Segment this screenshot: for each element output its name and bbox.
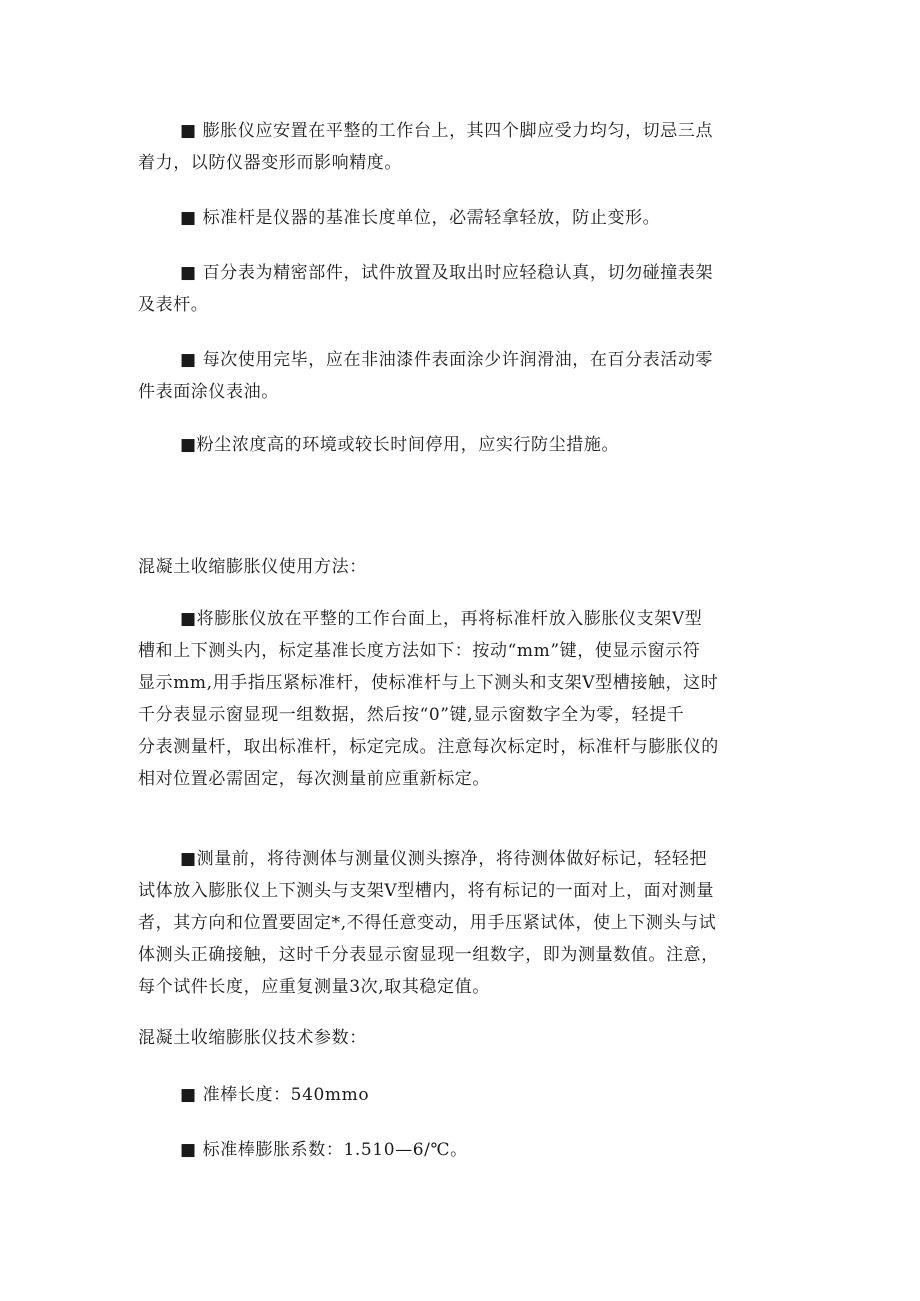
- text-line: 槽和上下测头内，标定基准长度方法如下：按动“mm”键，使显示窗示符: [138, 641, 701, 661]
- bullet-item-install: [138, 115, 798, 179]
- text-line: 体测头正确接触，这时千分表显示窗显现一组数字，即为测量数值。注意，: [138, 945, 719, 965]
- param-item-rod-length: [138, 1079, 798, 1111]
- text-line: 显示mm,用手指压紧标准杆，使标准杆与上下测头和支架V型槽接触，这时: [138, 673, 719, 693]
- usage-paragraph-calibration: [138, 603, 798, 795]
- text-line: 件表面涂仪表油。: [138, 382, 279, 402]
- text-line: 相对位置必需固定，每次测量前应重新标定。: [138, 769, 490, 789]
- text-line: ■ 准棒长度：540mmo: [180, 1085, 370, 1105]
- params-heading: [138, 1022, 798, 1054]
- text-line: 者，其方向和位置要固定*,不得任意变动，用手压紧试体，使上下测头与试: [138, 913, 717, 933]
- text-line: 千分表显示窗显现一组数据，然后按“0”键,显示窗数字全为零，轻提千: [138, 705, 685, 725]
- text-line: ■将膨胀仪放在平整的工作台面上，再将标准杆放入膨胀仪支架V型: [180, 609, 703, 629]
- param-item-expansion-coefficient: [138, 1134, 798, 1166]
- bullet-item-standard-rod: [138, 202, 798, 234]
- text-line: ■ 标准杆是仪器的基准长度单位，必需轻拿轻放，防止变形。: [180, 208, 661, 228]
- text-line: ■ 膨胀仪应安置在平整的工作台上，其四个脚应受力均匀，切忌三点: [180, 121, 714, 141]
- usage-paragraph-measurement: [138, 843, 798, 1003]
- text-line: 分表测量杆，取出标准杆，标定完成。注意每次标定时，标准杆与膨胀仪的: [138, 737, 719, 757]
- text-line: ■ 标准棒膨胀系数：1.510—6/℃。: [180, 1140, 468, 1160]
- text-line: 及表杆。: [138, 295, 209, 315]
- bullet-item-after-use: [138, 344, 798, 408]
- text-line: 每个试件长度，应重复测量3次,取其稳定值。: [138, 977, 490, 997]
- section-heading: 混凝土收缩膨胀仪技术参数：: [138, 1028, 367, 1048]
- text-line: 试体放入膨胀仪上下测头与支架V型槽内，将有标记的一面对上，面对测量: [138, 881, 715, 901]
- bullet-item-dust: [138, 429, 798, 461]
- text-line: ■ 每次使用完毕，应在非油漆件表面涂少许润滑油，在百分表活动零: [180, 350, 714, 370]
- text-line: 着力，以防仪器变形而影响精度。: [138, 153, 402, 173]
- usage-heading: [138, 551, 798, 583]
- section-heading: 混凝土收缩膨胀仪使用方法：: [138, 557, 367, 577]
- text-line: ■测量前，将待测体与测量仪测头擦净，将待测体做好标记，轻轻把: [180, 849, 708, 869]
- text-line: ■ 百分表为精密部件，试件放置及取出时应轻稳认真，切勿碰撞表架: [180, 263, 714, 283]
- text-line: ■粉尘浓度高的环境或较长时间停用，应实行防尘措施。: [180, 435, 620, 455]
- bullet-item-dial-gauge: [138, 257, 798, 321]
